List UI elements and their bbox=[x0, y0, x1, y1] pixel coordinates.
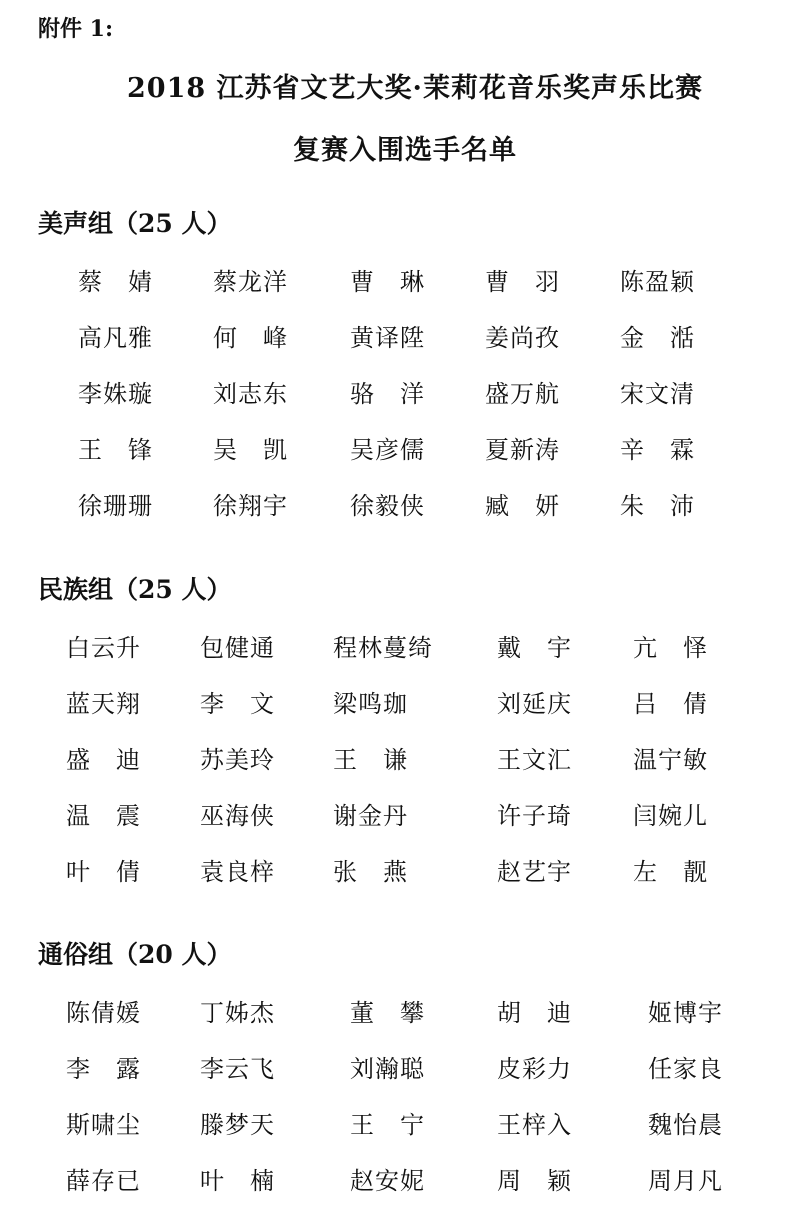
contestant-name: 巫海侠 bbox=[200, 802, 275, 830]
contestant-name: 李 文 bbox=[200, 690, 275, 718]
contestant-name: 左 靓 bbox=[633, 858, 708, 886]
page-title-line-2: 复赛入围选手名单 bbox=[293, 135, 517, 166]
contestant-name: 徐珊珊 bbox=[78, 492, 153, 520]
contestant-name: 辛 霖 bbox=[620, 436, 695, 464]
contestant-name: 赵艺宇 bbox=[497, 858, 572, 886]
contestant-name: 丁姊杰 bbox=[200, 999, 275, 1027]
contestant-name: 徐毅侠 bbox=[350, 492, 425, 520]
contestant-name: 刘瀚聪 bbox=[350, 1055, 425, 1083]
contestant-name: 夏新涛 bbox=[485, 436, 560, 464]
contestant-name: 吕 倩 bbox=[633, 690, 708, 718]
contestant-name: 胡 迪 bbox=[497, 999, 572, 1027]
contestant-name: 苏美玲 bbox=[200, 746, 275, 774]
group-heading: 通俗组（20 人） bbox=[38, 940, 232, 969]
name-row bbox=[0, 1049, 800, 1089]
name-row bbox=[0, 486, 800, 526]
contestant-name: 周 颖 bbox=[497, 1167, 572, 1195]
contestant-name: 蔡龙洋 bbox=[213, 268, 288, 296]
name-row bbox=[0, 740, 800, 780]
contestant-name: 朱 沛 bbox=[620, 492, 695, 520]
contestant-name: 斯啸尘 bbox=[66, 1111, 141, 1139]
contestant-name: 王梓入 bbox=[497, 1111, 572, 1139]
contestant-name: 李云飞 bbox=[200, 1055, 275, 1083]
contestant-name: 臧 妍 bbox=[485, 492, 560, 520]
contestant-name: 赵安妮 bbox=[350, 1167, 425, 1195]
group-heading: 民族组（25 人） bbox=[38, 575, 232, 604]
contestant-name: 徐翔宇 bbox=[213, 492, 288, 520]
contestant-name: 陈倩媛 bbox=[66, 999, 141, 1027]
contestant-name: 蔡 婧 bbox=[78, 268, 153, 296]
contestant-name: 张 燕 bbox=[333, 858, 408, 886]
contestant-name: 黄译陞 bbox=[350, 324, 425, 352]
contestant-name: 王文汇 bbox=[497, 746, 572, 774]
name-row bbox=[0, 262, 800, 302]
contestant-name: 包健通 bbox=[200, 634, 275, 662]
contestant-name: 姬博宇 bbox=[648, 999, 723, 1027]
contestant-name: 薛存已 bbox=[66, 1167, 141, 1195]
name-row bbox=[0, 684, 800, 724]
contestant-name: 袁良梓 bbox=[200, 858, 275, 886]
contestant-name: 董 攀 bbox=[350, 999, 425, 1027]
contestant-name: 亢 怿 bbox=[633, 634, 708, 662]
contestant-name: 何 峰 bbox=[213, 324, 288, 352]
contestant-name: 蓝天翔 bbox=[66, 690, 141, 718]
contestant-name: 陈盈颖 bbox=[620, 268, 695, 296]
contestant-name: 叶 楠 bbox=[200, 1167, 275, 1195]
contestant-name: 谢金丹 bbox=[333, 802, 408, 830]
contestant-name: 骆 洋 bbox=[350, 380, 425, 408]
contestant-name: 周月凡 bbox=[648, 1167, 723, 1195]
contestant-name: 戴 宇 bbox=[497, 634, 572, 662]
contestant-name: 金 湉 bbox=[620, 324, 695, 352]
contestant-name: 程林蔓绮 bbox=[333, 634, 433, 662]
contestant-name: 李姝璇 bbox=[78, 380, 153, 408]
contestant-name: 刘志东 bbox=[213, 380, 288, 408]
name-row bbox=[0, 1105, 800, 1145]
name-row bbox=[0, 318, 800, 358]
contestant-name: 魏怡晨 bbox=[648, 1111, 723, 1139]
contestant-name: 叶 倩 bbox=[66, 858, 141, 886]
contestant-name: 吴 凯 bbox=[213, 436, 288, 464]
page-title-line-1: 2018 江苏省文艺大奖·茉莉花音乐奖声乐比赛 bbox=[127, 73, 703, 104]
name-row bbox=[0, 628, 800, 668]
contestant-name: 刘延庆 bbox=[497, 690, 572, 718]
contestant-name: 王 宁 bbox=[350, 1111, 425, 1139]
name-row bbox=[0, 374, 800, 414]
contestant-name: 温宁敏 bbox=[633, 746, 708, 774]
group-heading: 美声组（25 人） bbox=[38, 209, 232, 238]
contestant-name: 温 震 bbox=[66, 802, 141, 830]
contestant-name: 吴彦儒 bbox=[350, 436, 425, 464]
contestant-name: 姜尚孜 bbox=[485, 324, 560, 352]
contestant-name: 王 谦 bbox=[333, 746, 408, 774]
contestant-name: 任家良 bbox=[648, 1055, 723, 1083]
name-row bbox=[0, 1161, 800, 1201]
contestant-name: 闫婉儿 bbox=[633, 802, 708, 830]
contestant-name: 白云升 bbox=[66, 634, 141, 662]
contestant-name: 皮彩力 bbox=[497, 1055, 572, 1083]
contestant-name: 高凡雅 bbox=[78, 324, 153, 352]
contestant-name: 盛万航 bbox=[485, 380, 560, 408]
contestant-name: 李 露 bbox=[66, 1055, 141, 1083]
contestant-name: 滕梦天 bbox=[200, 1111, 275, 1139]
name-row bbox=[0, 852, 800, 892]
contestant-name: 盛 迪 bbox=[66, 746, 141, 774]
contestant-name: 梁鸣珈 bbox=[333, 690, 408, 718]
contestant-name: 宋文清 bbox=[620, 380, 695, 408]
contestant-name: 曹 琳 bbox=[350, 268, 425, 296]
contestant-name: 王 锋 bbox=[78, 436, 153, 464]
name-row bbox=[0, 993, 800, 1033]
attachment-label: 附件 1: bbox=[38, 16, 114, 42]
name-row bbox=[0, 796, 800, 836]
contestant-name: 许子琦 bbox=[497, 802, 572, 830]
contestant-name: 曹 羽 bbox=[485, 268, 560, 296]
name-row bbox=[0, 430, 800, 470]
